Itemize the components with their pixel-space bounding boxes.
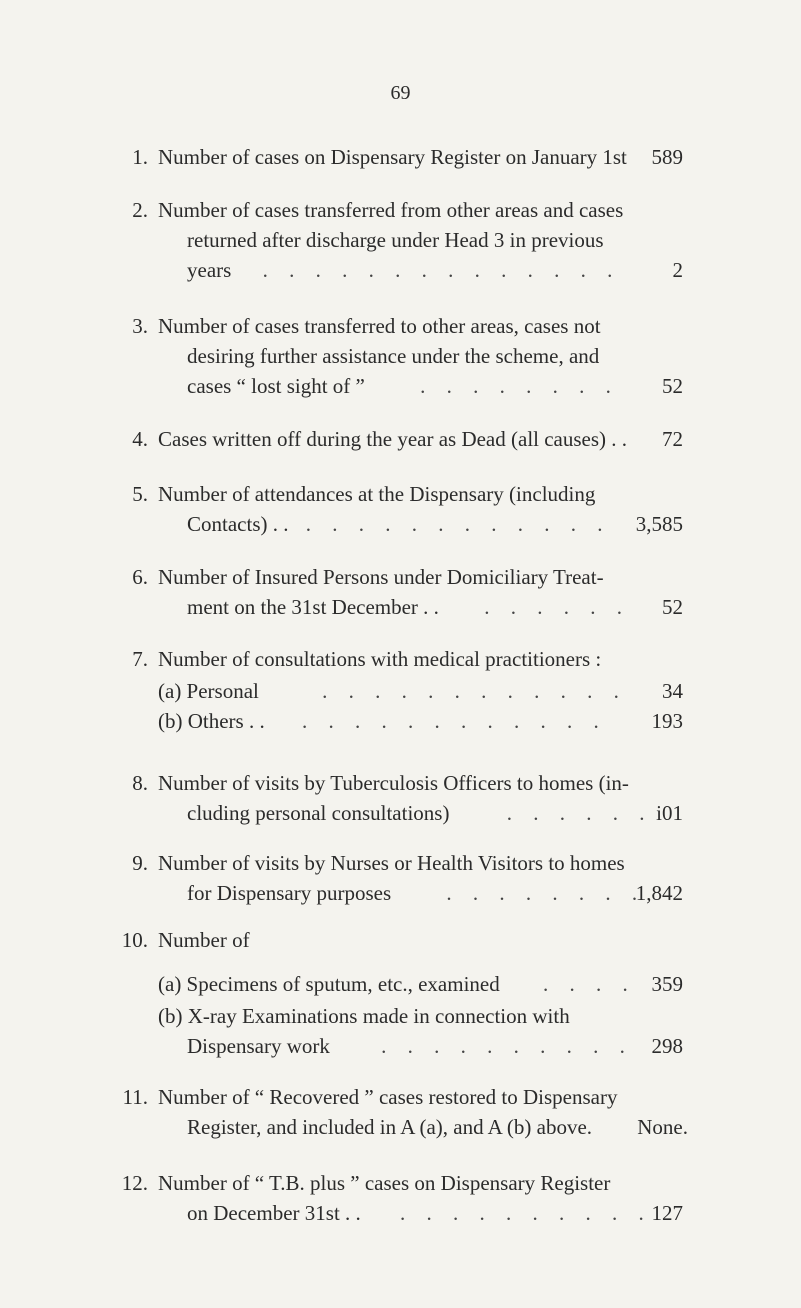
item-number: 3. xyxy=(132,314,148,338)
leader-dots: . . . . . . . . . . . . xyxy=(305,512,611,536)
sub-item xyxy=(158,969,636,999)
item-value: 2 xyxy=(672,258,683,282)
sub-item xyxy=(158,676,627,706)
sub-item-label: (a) Specimens of sputum, etc., examined xyxy=(158,972,500,996)
item-value: 1,842 xyxy=(635,881,683,905)
leader-dots: . . . . xyxy=(542,972,636,996)
item-text: Number of “ Recovered ” cases restored to Dispensary xyxy=(158,1085,618,1109)
leader-dots: . . . . . . . . . . xyxy=(381,1034,633,1058)
item-text: Number of visits by Tuberculosis Officers to homes (in- xyxy=(158,771,629,795)
item-number: 4. xyxy=(132,427,148,451)
item-value: 52 xyxy=(662,595,683,619)
item-text: years xyxy=(187,258,232,282)
item-value: 589 xyxy=(651,145,683,169)
item-text: Number of cases on Dispensary Register on January 1st xyxy=(158,145,627,169)
item-number: 2. xyxy=(132,198,148,222)
item-text-last-line xyxy=(187,878,645,908)
leader-dots: . . . . . . xyxy=(506,801,653,825)
sub-item-label: (b) Others . . xyxy=(158,709,265,733)
item-text-last-line xyxy=(187,592,630,622)
leader-dots: . . . . . . . . . . . . xyxy=(301,709,607,733)
item-text: Cases written off during the year as Dead (all causes) . . xyxy=(158,427,628,451)
leader-dots: . . . . . . . . xyxy=(420,374,619,398)
item-text-last-line xyxy=(187,798,652,828)
sub-item-value: 34 xyxy=(662,679,683,703)
item-number: 6. xyxy=(132,565,148,589)
item-text: desiring further assistance under the scheme, and xyxy=(187,344,600,368)
sub-item-value: 359 xyxy=(651,972,683,996)
item-text: ment on the 31st December . . xyxy=(187,595,439,619)
item-text: returned after discharge under Head 3 in previous xyxy=(187,228,604,252)
item-text: Register, and included in A (a), and A (b) above. xyxy=(187,1115,593,1139)
item-value: i01 xyxy=(656,801,683,825)
item-number: 10. xyxy=(121,928,148,952)
item-text: Number of Insured Persons under Domiciliary Treat- xyxy=(158,565,604,589)
item-text: Number of consultations with medical practitioners : xyxy=(158,647,602,671)
item-value: 3,585 xyxy=(635,512,683,536)
item-text: Number of “ T.B. plus ” cases on Dispensary Register xyxy=(158,1171,611,1195)
item-text: for Dispensary purposes xyxy=(187,881,392,905)
leader-dots: . . . . . . xyxy=(484,595,630,619)
item-number: 8. xyxy=(132,771,148,795)
item-value: 72 xyxy=(662,427,683,451)
item-text-last-line xyxy=(187,509,610,539)
item-number: 1. xyxy=(132,145,148,169)
item-text: cases “ lost sight of ” xyxy=(187,374,365,398)
item-number: 9. xyxy=(132,851,148,875)
sub-item xyxy=(158,706,607,736)
item-text-last-line xyxy=(187,255,620,285)
item-value: None. xyxy=(637,1115,688,1139)
sub-item-label: (b) X-ray Examinations made in connection with xyxy=(158,1004,570,1028)
item-text: on December 31st . . xyxy=(187,1201,361,1225)
sub-item xyxy=(187,1031,633,1061)
item-text: Number of visits by Nurses or Health Visitors to homes xyxy=(158,851,625,875)
item-text: Number of attendances at the Dispensary (including xyxy=(158,482,596,506)
item-text: cluding personal consultations) xyxy=(187,801,450,825)
page-number: 69 xyxy=(390,82,411,104)
sub-item-value: 193 xyxy=(651,709,683,733)
item-text: Number of cases transferred from other areas and cases xyxy=(158,198,624,222)
item-number: 11. xyxy=(122,1085,148,1109)
leader-dots: . . . . . . . . xyxy=(446,881,646,905)
item-text: Number of xyxy=(158,928,250,952)
leader-dots: . . . . . . . . . . . . . . xyxy=(262,258,621,282)
sub-item-label: Dispensary work xyxy=(187,1034,330,1058)
item-number: 12. xyxy=(121,1171,148,1195)
item-text: Number of cases transferred to other areas, cases not xyxy=(158,314,601,338)
sub-item-value: 298 xyxy=(651,1034,683,1058)
leader-dots: . . . . . . . . . . . . xyxy=(322,679,627,703)
item-value: 127 xyxy=(651,1201,683,1225)
item-number: 7. xyxy=(132,647,148,671)
item-text-last-line xyxy=(187,371,619,401)
item-value: 52 xyxy=(662,374,683,398)
sub-item-label: (a) Personal xyxy=(158,679,259,703)
item-text-last-line xyxy=(187,1198,652,1228)
item-text: Contacts) . . xyxy=(187,512,289,536)
leader-dots: . . . . . . . . . . xyxy=(400,1201,652,1225)
item-number: 5. xyxy=(132,482,148,506)
